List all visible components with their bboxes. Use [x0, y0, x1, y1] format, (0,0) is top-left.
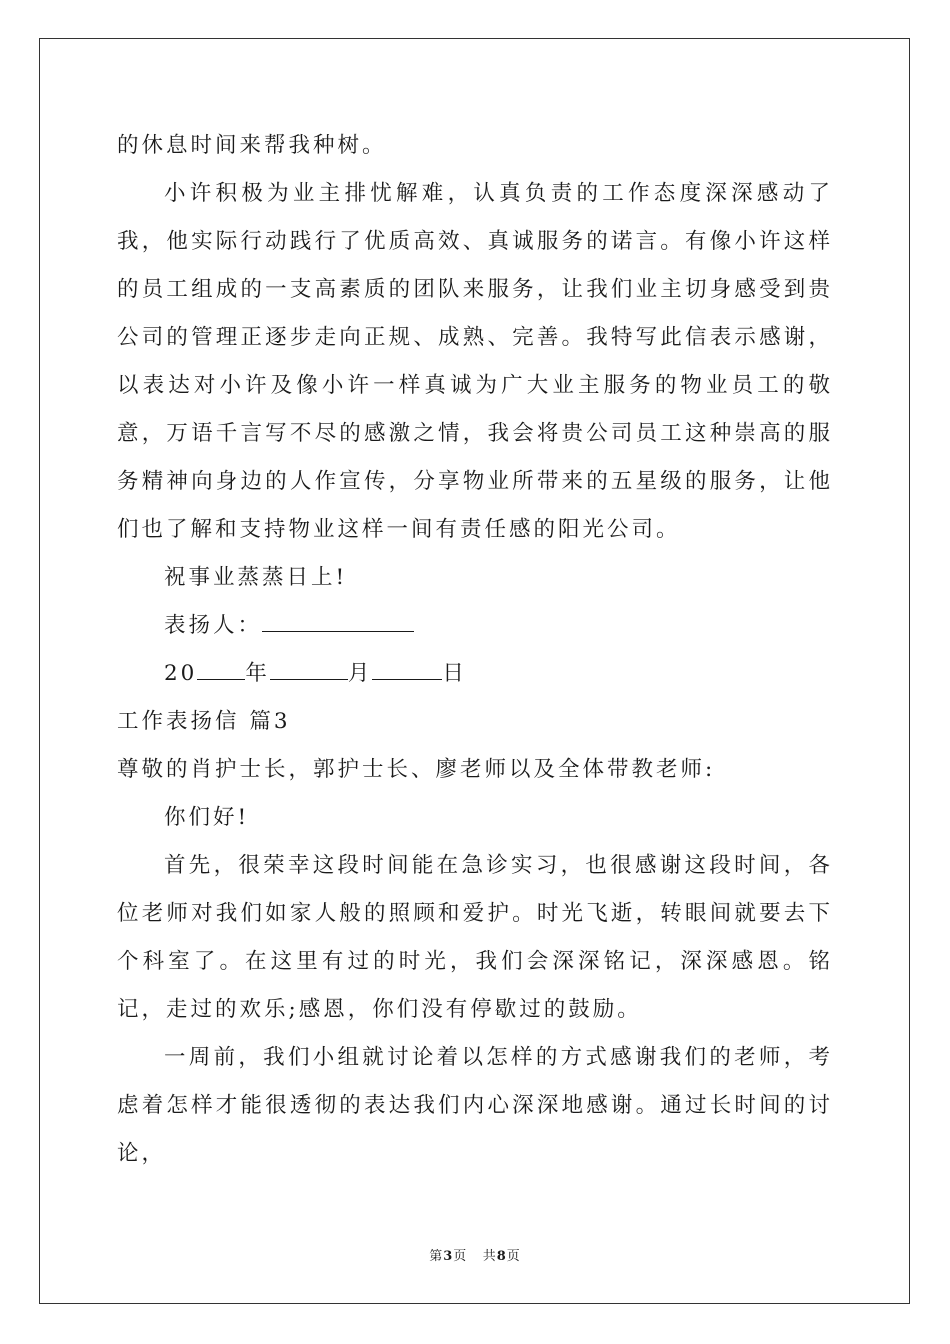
total-suffix: 页 — [506, 1249, 521, 1264]
section-title: 工作表扬信 篇3 — [117, 709, 291, 734]
month-blank — [270, 651, 348, 680]
signer-blank — [262, 603, 414, 632]
paragraph-continuation: 的休息时间来帮我种树。 — [117, 133, 387, 158]
paragraph-discussion: 一周前，我们小组就讨论着以怎样的方式感谢我们的老师，考虑着怎样才能很透彻的表达我们内心深深地感谢。通过长时间的讨论， — [117, 1045, 833, 1166]
date-year: 年 — [245, 661, 270, 686]
total-prefix: 共 — [482, 1249, 497, 1264]
date-month: 月 — [347, 661, 373, 686]
document-body — [117, 122, 833, 1178]
paragraph-thanks: 首先，很荣幸这段时间能在急诊实习，也很感谢这段时间，各位老师对我们如家人般的照顾和爱护。时光飞逝，转眼间就要去下个科室了。在这里有过的时光，我们会深深铭记，深深感恩。铭记，走过的欢乐;感恩，你们没有停歇过的鼓励。 — [117, 853, 833, 1022]
signer-label: 表扬人： — [164, 613, 263, 638]
page-footer — [0, 1245, 950, 1264]
paragraph-wish: 祝事业蒸蒸日上! — [164, 565, 348, 590]
salutation: 尊敬的肖护士长，郭护士长、廖老师以及全体带教老师: — [117, 757, 716, 782]
total-pages: 8 — [496, 1249, 507, 1264]
date-prefix: 20 — [164, 661, 198, 686]
date-line — [117, 650, 833, 698]
year-blank — [197, 651, 245, 680]
date-day: 日 — [442, 661, 467, 686]
signer-line — [117, 602, 833, 650]
paragraph-praise: 小许积极为业主排忧解难，认真负责的工作态度深深感动了我，他实际行动践行了优质高效、真诚服务的诺言。有像小许这样的员工组成的一支高素质的团队来服务，让我们业主切身感受到贵公司的管理正逐步走向正规、成熟、完善。我特写此信表示感谢，以表达对小许及像小许一样真诚为广大业主服务的物业员工的敬意，万语千言写不尽的感激之情，我会将贵公司员工这种崇高的服务精神向身边的人作宣传，分享物业所带来的五星级的服务，让他们也了解和支持物业这样一间有责任感的阳光公司。 — [117, 181, 833, 542]
page-suffix: 页 — [453, 1249, 468, 1264]
page-number: 3 — [443, 1249, 454, 1264]
page-prefix: 第 — [429, 1249, 444, 1264]
day-blank — [372, 651, 442, 680]
greeting: 你们好! — [164, 805, 250, 830]
